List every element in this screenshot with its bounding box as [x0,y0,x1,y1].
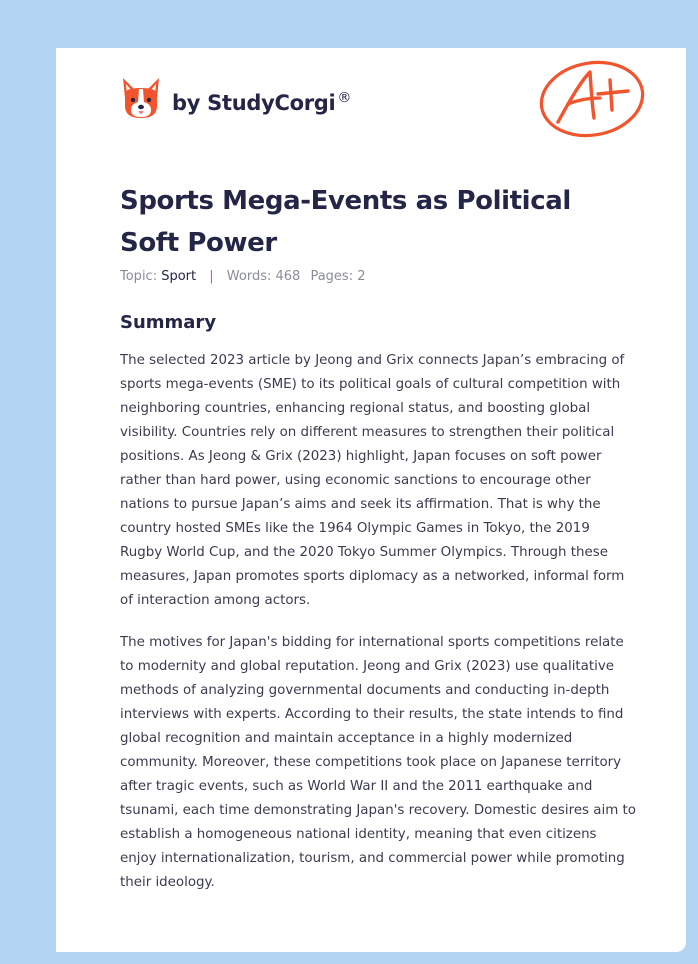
summary-paragraph-2: The motives for Japan's bidding for international sports competitions relate to modernity and global reputation. Jeong and Grix (2023) use qualitative methods of analyzing governmental documents and conducting in-depth interviews with experts. According to their results, the state intends to find global recognition and maintain acceptance in a highly modernized community. Moreover, these competitions took place on Japanese territory after tragic events, such as World War II and the 2011 earthquake and tsunami, each time demonstrating Japan's recovery. Domestic desires aim to establish a homogeneous national identity, meaning that even citizens enjoy internationalization, tourism, and commercial power while promoting their ideology. [120,635,636,890]
document-page [56,48,686,952]
topic-label: Topic: [120,269,158,284]
page-count: Pages: 2 [310,269,366,284]
grade-badge-text: A+ [538,58,540,59]
registered-mark: ® [337,89,352,106]
document-title: Sports Mega-Events as Political Soft Power [120,186,571,258]
brand-name: by StudyCorgi ® [172,89,352,115]
studycorgi-logo[interactable] [120,76,351,122]
topic-link[interactable]: Sport [161,269,197,284]
a-plus-grade-stamp [538,58,648,140]
summary-heading: Summary [120,312,217,333]
meta-separator: | [209,269,214,284]
word-count: Words: 468 [226,269,301,284]
document-meta [120,269,365,284]
corgi-logo-icon [120,76,162,122]
summary-paragraph-1: The selected 2023 article by Jeong and Grix connects Japan’s embracing of sports mega-events (SME) to its political goals of cultural competition with neighboring countries, enhancing regional status, and boosting global visibility. Countries rely on different measures to strengthen their political positions. As Jeong & Grix (2023) highlight, Japan focuses on soft power rather than hard power, using economic sanctions to encourage other nations to pursue Japan’s aims and seek its affirmation. That is why the country hosted SMEs like the 1964 Olympic Games in Tokyo, the 2019 Rugby World Cup, and the 2020 Tokyo Summer Olympics. Through these measures, Japan promotes sports diplomacy as a networked, informal form of interaction among actors. [120,353,625,608]
